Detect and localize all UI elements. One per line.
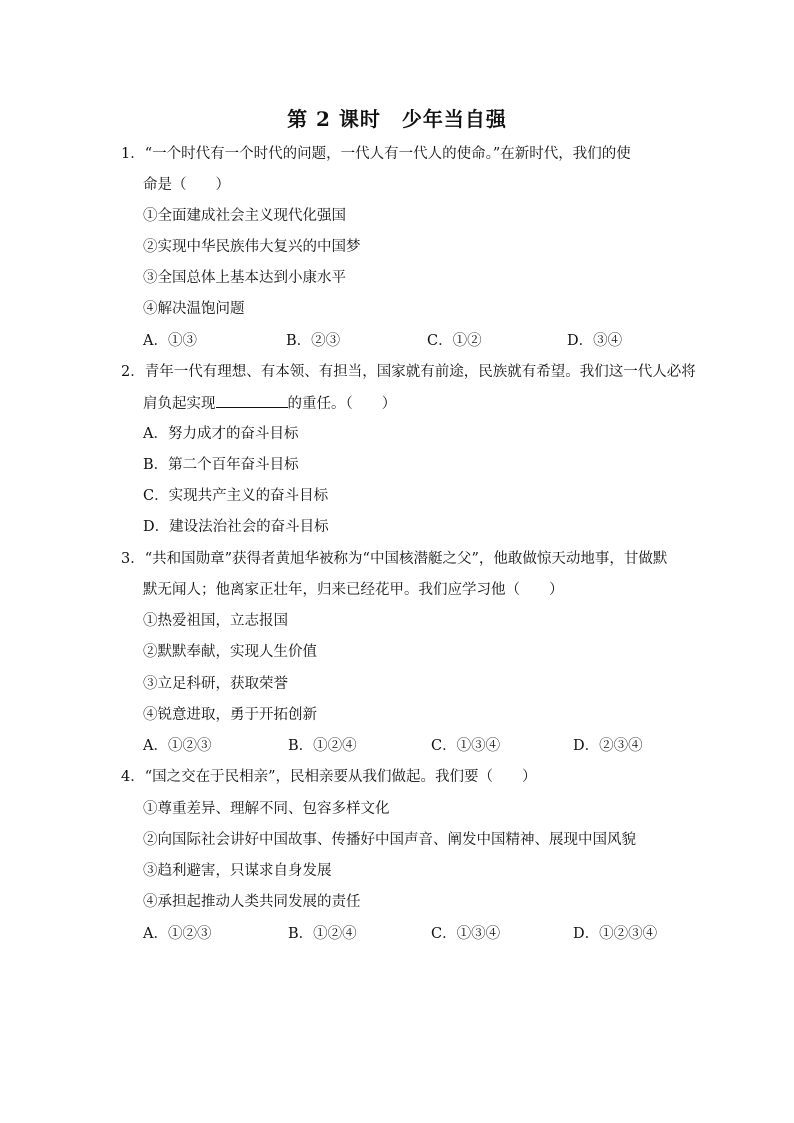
question-4-statement-3: ③趋利避害，只谋求自身发展: [143, 863, 332, 879]
question-1-choice-d[interactable]: D．③④: [567, 333, 623, 349]
question-4-choice-a[interactable]: A．①②③: [143, 926, 212, 942]
question-4-statement-1: ①尊重差异、理解不同、包容多样文化: [143, 801, 390, 817]
question-3-statement-1: ①热爱祖国，立志报国: [143, 613, 288, 629]
question-2-stem-line-1: [121, 362, 696, 382]
question-1-stem-line-2: 命是（ ）: [143, 177, 230, 193]
question-1-stem-text: “一个时代有一个时代的问题，一代人有一代人的使命。”在新时代，我们的使: [144, 146, 631, 162]
question-1-choice-a[interactable]: A．①③: [143, 333, 197, 349]
question-1-statement-1: ①全面建成社会主义现代化强国: [143, 208, 346, 224]
question-3-statement-3: ③立足科研，获取荣誉: [143, 676, 288, 692]
question-2-option-a[interactable]: A．努力成才的奋斗目标: [143, 426, 299, 442]
page-title: 第 2 课时 少年当自强: [287, 107, 507, 131]
question-3-stem-text: “共和国勋章”获得者黄旭华被称为“中国核潜艇之父”，他敢做惊天动地事，甘做默: [144, 551, 668, 567]
question-3-choice-c[interactable]: C．①③④: [431, 738, 501, 754]
question-4-stem-text: “国之交在于民相亲”，民相亲要从我们做起。我们要（ ）: [144, 769, 537, 785]
question-2-stem-text: 青年一代有理想、有本领、有担当，国家就有前途，民族就有希望。我们这一代人必将: [144, 364, 696, 380]
question-4-number: 4．: [121, 769, 145, 785]
question-1-statement-3: ③全国总体上基本达到小康水平: [143, 270, 346, 286]
fill-in-blank: [216, 393, 288, 408]
question-4-stem-line-1: [121, 767, 537, 787]
question-1-statement-2: ②实现中华民族伟大复兴的中国梦: [143, 239, 361, 255]
question-2-option-c[interactable]: C．实现共产主义的奋斗目标: [143, 488, 329, 504]
question-2-option-d[interactable]: D．建设法治社会的奋斗目标: [143, 519, 329, 535]
question-4-choice-d[interactable]: D．①②③④: [573, 926, 658, 942]
question-4-choice-c[interactable]: C．①③④: [431, 926, 501, 942]
question-2-stem-line-2: [143, 393, 396, 414]
question-3-statement-2: ②默默奉献，实现人生价值: [143, 644, 317, 660]
question-3-statement-4: ④锐意进取，勇于开拓创新: [143, 707, 317, 723]
question-2-stem-after-blank: 的重任。（ ）: [287, 396, 397, 412]
question-1-choice-b[interactable]: B．②③: [286, 333, 341, 349]
question-1-number: 1．: [121, 146, 145, 162]
question-2-stem-before-blank: 肩负起实现: [143, 396, 216, 412]
question-4-choice-b[interactable]: B．①②④: [288, 926, 357, 942]
question-3-choice-d[interactable]: D．②③④: [573, 738, 643, 754]
question-1-statement-4: ④解决温饱问题: [143, 301, 245, 317]
question-3-choice-a[interactable]: A．①②③: [143, 738, 212, 754]
question-3-number: 3．: [121, 551, 145, 567]
question-3-choice-b[interactable]: B．①②④: [288, 738, 357, 754]
question-2-option-b[interactable]: B．第二个百年奋斗目标: [143, 457, 299, 473]
question-2-number: 2．: [121, 364, 145, 380]
question-1-stem-line-1: [121, 144, 631, 164]
question-4-statement-4: ④承担起推动人类共同发展的责任: [143, 894, 361, 910]
question-1-choice-c[interactable]: C．①②: [427, 333, 482, 349]
question-4-statement-2: ②向国际社会讲好中国故事、传播好中国声音、阐发中国精神、展现中国风貌: [143, 832, 636, 848]
question-3-stem-line-1: [121, 549, 667, 569]
question-3-stem-line-2: 默无闻人；他离家正壮年，归来已经花甲。我们应学习他（ ）: [143, 582, 564, 598]
